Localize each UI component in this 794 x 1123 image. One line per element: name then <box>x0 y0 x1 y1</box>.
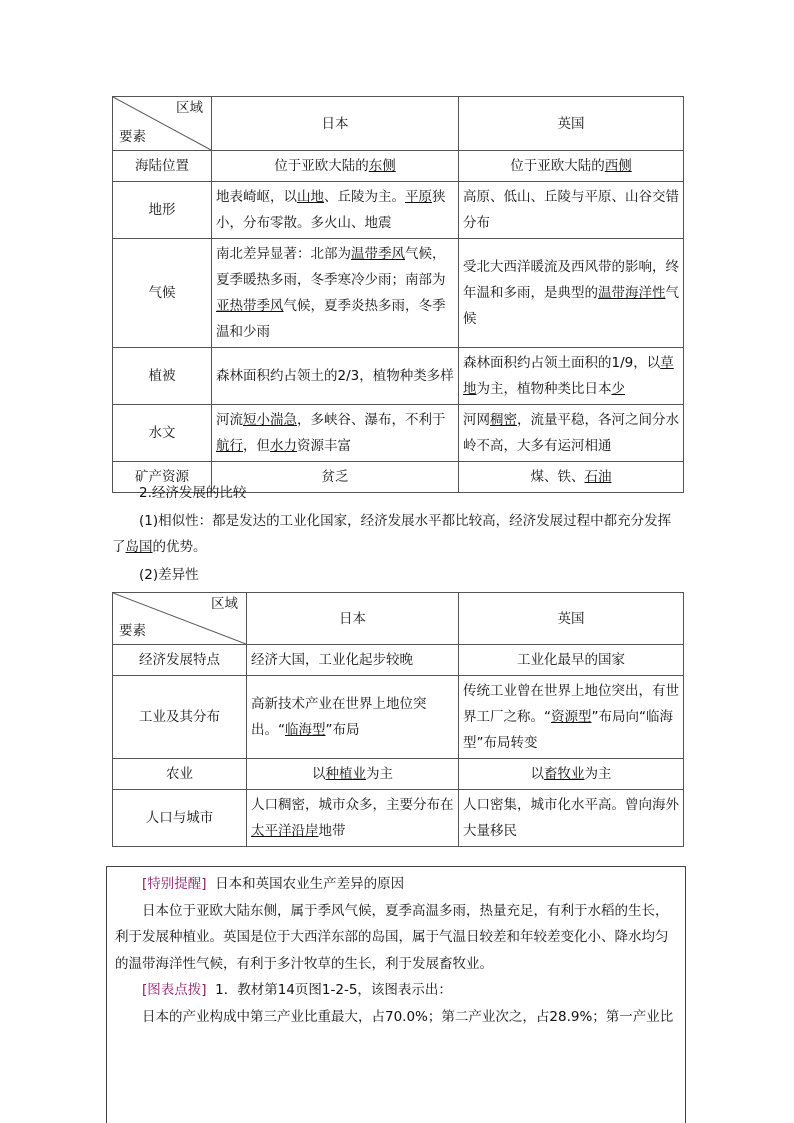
cell-blank: 草地 <box>463 355 674 397</box>
japan-cell <box>247 676 459 759</box>
cell-text: 气候，夏季炎热多雨，冬季温和少雨 <box>216 298 446 340</box>
uk-cell <box>459 405 684 462</box>
row-label: 矿产资源 <box>113 462 212 493</box>
japan-cell <box>212 405 459 462</box>
cell-text: ，多峡谷、瀑布，不利于 <box>297 412 446 428</box>
japan-cell <box>212 151 459 182</box>
chart-tip-heading <box>115 977 680 1004</box>
cell-text: 煤、铁、 <box>530 469 585 485</box>
cell-text: 资源丰富 <box>297 438 351 454</box>
cell-blank: 太平洋沿岸 <box>251 823 319 839</box>
tip-heading <box>115 871 680 898</box>
cell-text: 河流 <box>216 412 243 428</box>
cell-text: 人口稠密，城市众多，主要分布在 <box>251 797 454 813</box>
row-label: 海陆位置 <box>113 151 212 182</box>
cell-blank: 资源型 <box>551 709 592 725</box>
cell-text: 人口密集，城市化水平高。曾向海外大量移民 <box>463 797 679 839</box>
uk-cell <box>459 676 684 759</box>
row-label: 经济发展特点 <box>113 645 247 676</box>
cell-blank: 西侧 <box>604 158 632 174</box>
row-label: 人口与城市 <box>113 790 247 847</box>
cell-text: 为主 <box>366 766 393 782</box>
cell-text: 受北大西洋暖流及西风带的影响，终年温和多雨，是典型的 <box>463 259 679 301</box>
table-row <box>113 182 684 239</box>
cell-text: ，流量平稳，各河之间分水岭不高，大多有运河相通 <box>463 412 679 454</box>
cell-blank: 东侧 <box>368 158 396 174</box>
uk-cell <box>459 790 684 847</box>
table-row <box>113 645 684 676</box>
cell-text: 位于亚欧大陆的 <box>510 158 605 174</box>
cell-text: 传统工业曾在世界上地位突出，有世界工厂之称。“ <box>463 683 679 725</box>
japan-cell <box>247 790 459 847</box>
table-row <box>113 151 684 182</box>
cell-blank: 临海型 <box>285 722 326 738</box>
cell-text: 高新技术产业在世界上地位突出。“ <box>251 696 427 738</box>
diagonal-header-cell <box>113 593 247 645</box>
row-label: 农业 <box>113 759 247 790</box>
cell-text: 狭小，分布零散。多火山、地震 <box>216 189 446 231</box>
table-row <box>113 790 684 847</box>
cell-text: 为主 <box>584 766 612 782</box>
cell-text: 为主，植物种类比日本 <box>476 381 612 397</box>
cell-text: 、丘陵为主。 <box>324 189 405 205</box>
special-reminder-tag: [特别提醒] <box>142 876 207 892</box>
table-header-row <box>113 97 684 151</box>
header-japan: 日本 <box>212 97 459 151</box>
uk-cell <box>459 348 684 405</box>
cell-text: 气候，夏季暖热多雨，冬季寒冷少雨；南部为 <box>216 246 446 288</box>
row-label: 工业及其分布 <box>113 676 247 759</box>
paragraph-blank: 岛国 <box>125 539 153 555</box>
cell-text: 南北差异显著：北部为 <box>216 246 351 262</box>
cell-text: 以 <box>312 766 326 782</box>
cell-blank: 温带季风 <box>351 246 405 262</box>
chart-tip-title: 1．教材第14页图1-2-5，该图表示出： <box>215 982 452 998</box>
cell-text: ”布局 <box>325 722 360 738</box>
table-row <box>113 405 684 462</box>
cell-text: 贫乏 <box>321 469 349 485</box>
cell-blank: 航行 <box>216 438 243 454</box>
japan-cell <box>212 182 459 239</box>
cell-text: ”布局向“临海型”布局转变 <box>463 709 673 751</box>
uk-cell <box>459 182 684 239</box>
difference-heading: (2)差异性 <box>139 567 199 583</box>
geo-comparison-table <box>112 96 684 493</box>
cell-blank: 石油 <box>584 469 612 485</box>
uk-cell <box>459 645 684 676</box>
cell-blank: 种植业 <box>325 766 366 782</box>
cell-text: 森林面积约占领土面积的1/9，以 <box>463 355 661 371</box>
row-label: 气候 <box>113 239 212 348</box>
uk-cell <box>459 759 684 790</box>
table-header-row <box>113 593 684 645</box>
row-label: 植被 <box>113 348 212 405</box>
table-row <box>113 348 684 405</box>
cell-text: 工业化最早的国家 <box>517 652 625 668</box>
chart-tip-paragraph: 日本的产业构成中第三产业比重最大，占70.0%；第二产业次之，占28.9%；第一产业比 <box>142 1008 674 1025</box>
row-label: 水文 <box>113 405 212 462</box>
cell-text: 森林面积约占领土的2/3，植物种类多样 <box>216 368 454 384</box>
cell-text: ，但 <box>243 438 270 454</box>
tips-box <box>106 866 686 1123</box>
header-element-label: 要素 <box>119 623 146 639</box>
header-uk: 英国 <box>459 593 684 645</box>
economy-comparison-table <box>112 592 684 847</box>
cell-blank: 短小湍急 <box>243 412 297 428</box>
cell-blank: 少 <box>611 381 625 397</box>
cell-text: 地带 <box>318 823 346 839</box>
cell-text: 气候 <box>463 285 679 327</box>
japan-cell <box>212 239 459 348</box>
paragraph-text: (1)相似性：都是发达的工业化国家，经济发展水平都比较高，经济发展过程中都充分发挥了 <box>112 513 672 555</box>
section-heading: 2.经济发展的比较 <box>139 485 247 501</box>
tip-paragraph: 日本位于亚欧大陆东侧，属于季风气候，夏季高温多雨，热量充足，有利于水稻的生长，利于发展种植业。英国是位于大西洋东部的岛国，属于气温日较差和年较差变化小、降水均匀的温带海洋性气候，有利于多汁牧草的生长，利于发展畜牧业。 <box>115 902 669 972</box>
japan-cell <box>247 759 459 790</box>
similarity-paragraph <box>112 508 683 560</box>
cell-blank: 稠密 <box>490 412 517 428</box>
cell-text: 地表崎岖，以 <box>216 189 297 205</box>
uk-cell <box>459 239 684 348</box>
uk-cell <box>459 151 684 182</box>
tip-title: 日本和英国农业生产差异的原因 <box>215 876 405 892</box>
cell-blank: 温带海洋性 <box>598 285 666 301</box>
paragraph-text: 的优势。 <box>152 539 207 555</box>
table-row <box>113 239 684 348</box>
cell-text: 以 <box>530 766 544 782</box>
header-region-label: 区域 <box>211 596 238 612</box>
chart-guide-tag: [图表点拨] <box>142 982 207 998</box>
cell-text: 河网 <box>463 412 490 428</box>
header-region-label: 区域 <box>176 100 203 116</box>
japan-cell <box>247 645 459 676</box>
header-element-label: 要素 <box>119 129 146 145</box>
cell-blank: 畜牧业 <box>544 766 585 782</box>
cell-blank: 山地 <box>297 189 324 205</box>
cell-text: 位于亚欧大陆的 <box>274 158 369 174</box>
diagonal-header-cell <box>113 97 212 151</box>
cell-blank: 水力 <box>270 438 297 454</box>
cell-blank: 亚热带季风 <box>216 298 284 314</box>
cell-text: 高原、低山、丘陵与平原、山谷交错分布 <box>463 189 679 231</box>
table-row <box>113 759 684 790</box>
cell-text: 经济大国，工业化起步较晚 <box>251 652 413 668</box>
japan-cell <box>212 348 459 405</box>
header-uk: 英国 <box>459 97 684 151</box>
cell-blank: 平原 <box>405 189 432 205</box>
row-label: 地形 <box>113 182 212 239</box>
header-japan: 日本 <box>247 593 459 645</box>
table-row <box>113 676 684 759</box>
